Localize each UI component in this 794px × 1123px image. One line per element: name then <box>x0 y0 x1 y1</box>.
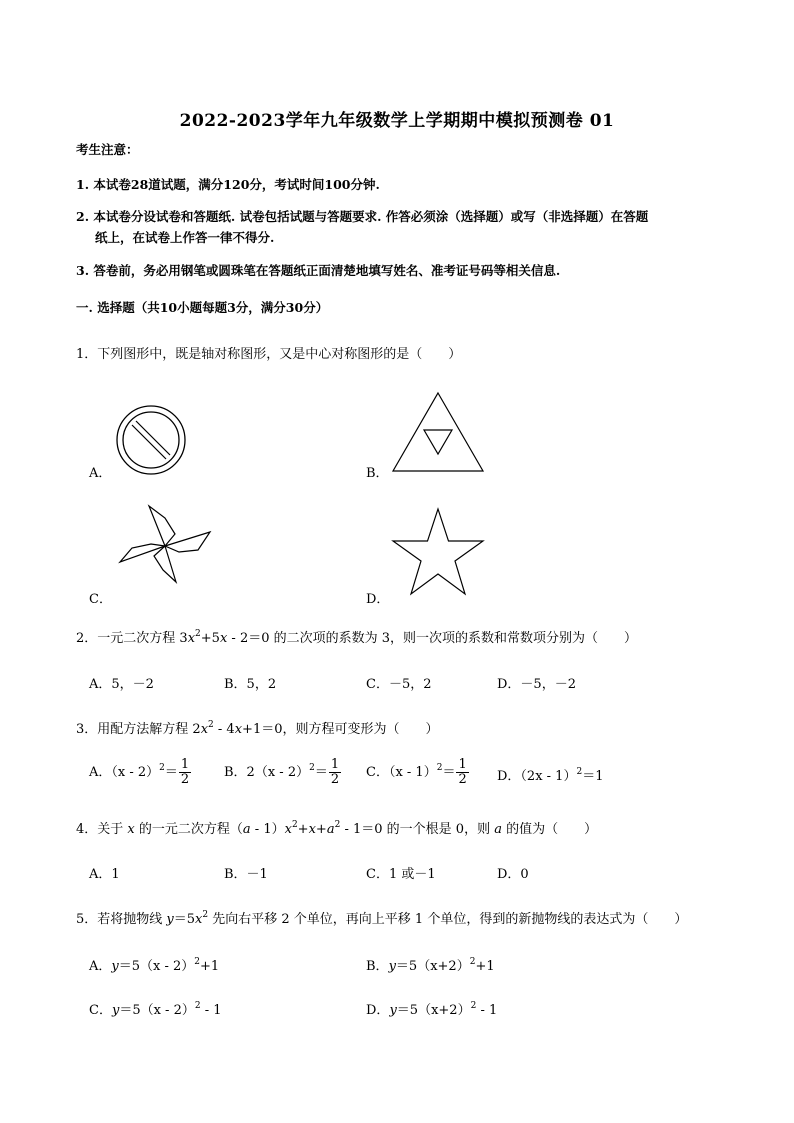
q1-option-a-label: A． <box>89 466 112 481</box>
five-point-star-icon <box>391 507 485 597</box>
q4-option-c: C．1 或－1 <box>366 867 436 882</box>
q4-option-b: B．－1 <box>224 867 268 882</box>
triangle-with-inverted-triangle-icon <box>391 391 485 473</box>
page-title: 2022-2023学年九年级数学上学期期中模拟预测卷 01 <box>179 111 615 131</box>
q2-option-a: A．5，－2 <box>89 677 154 692</box>
question-1-stem: 1．下列图形中，既是轴对称图形，又是中心对称图形的是（ ） <box>76 347 462 362</box>
q5-option-d: D．$y=5(x+2)^2 - 1$ <box>366 1000 498 1018</box>
q4-option-d: D．0 <box>497 867 529 882</box>
q1-option-d-label: D． <box>366 592 390 607</box>
question-4-stem: 4．关于 x 的一元二次方程$(a - 1)x^2+x+a^2 - 1=0$ 的一个根是 0，则 a 的值为（ ） <box>76 819 598 837</box>
q3-option-a: A．（x - 2）$^2$＝ $\frac{1}{2}$ <box>89 757 190 787</box>
notice-item-2-cont: 纸上，在试卷上作答一律不得分. <box>95 230 275 245</box>
q1-option-c-label: C． <box>89 592 112 607</box>
notice-item-1: 1. 本试卷28道试题，满分120分，考试时间100分钟. <box>76 177 380 192</box>
q3-option-d: D．（2x - 1）$^2$＝1 <box>497 766 604 784</box>
q2-option-d: D．－5，－2 <box>497 677 576 692</box>
q2-option-b: B．5，2 <box>224 677 277 692</box>
q4-option-a: A．1 <box>89 867 120 882</box>
q5-option-a: A．y＝5（x - 2）$^2$+1 <box>89 956 220 974</box>
q1-option-b-label: B． <box>366 466 389 481</box>
q5-option-b: B．$y=5(x+2)^2+1$ <box>366 956 495 974</box>
q2-option-c: C．－5，2 <box>366 677 432 692</box>
question-3-stem: 3．用配方法解方程 $2x^2 - 4x+1=0$，则方程可变形为（ ） <box>76 719 439 737</box>
no-entry-circle-icon <box>115 404 187 476</box>
q3-option-c: C．（x - 1）$^2$＝ $\frac{1}{2}$ <box>366 757 467 787</box>
notice-item-2: 2. 本试卷分设试卷和答题纸. 试卷包括试题与答题要求. 作答必须涂（选择题）或写（非选择题）在答题 <box>76 209 649 224</box>
notice-heading: 考生注意： <box>76 142 139 157</box>
pinwheel-icon <box>118 504 214 584</box>
question-5-stem: 5．若将抛物线 $y=5x^2$ 先向右平移 2 个单位，再向上平移 1 个单位，得到的新抛物线的表达式为（ ） <box>76 909 688 927</box>
notice-item-3: 3. 答卷前，务必用钢笔或圆珠笔在答题纸正面清楚地填写姓名、准考证号码等相关信息. <box>76 263 561 278</box>
question-2-stem: 2．一元二次方程 $3x^2+5x - 2=0$ 的二次项的系数为 3，则一次项的系数和常数项分别为（ ） <box>76 628 638 646</box>
q5-option-c: C．y＝5（x - 2）$^2$ - 1 <box>89 1000 222 1018</box>
section-heading: 一. 选择题（共10小题每题3分，满分30分） <box>76 300 329 315</box>
q3-option-b: B．2（x - 2）$^2$＝ $\frac{1}{2}$ <box>224 757 340 787</box>
